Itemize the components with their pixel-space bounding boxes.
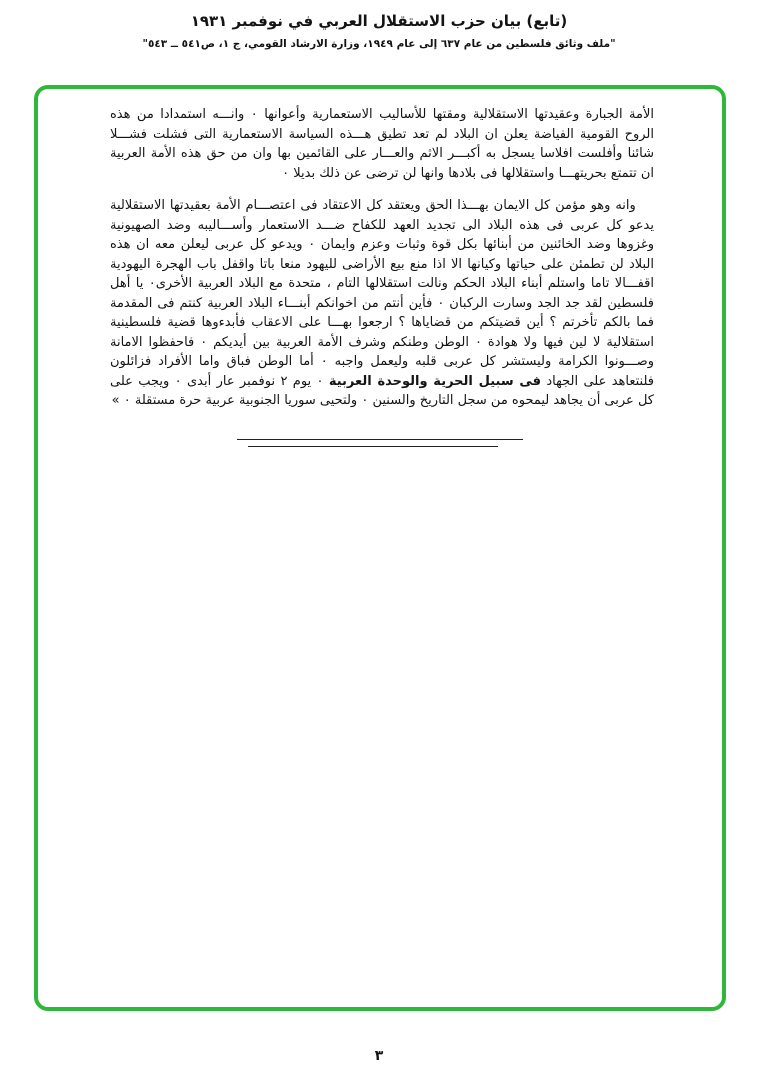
page-number: ٣ bbox=[374, 1048, 384, 1064]
section-divider bbox=[38, 439, 722, 447]
document-paragraph bbox=[110, 105, 654, 183]
document-paragraph bbox=[110, 196, 654, 411]
paragraph-run-bold: فى سبيل الحرية والوحدة العربية bbox=[328, 373, 542, 389]
document-title: (تابع) بيان حزب الاستقلال العربي في نوفمبر ١٩٣١ bbox=[190, 12, 568, 30]
divider-line-bottom bbox=[248, 446, 498, 447]
document-source-line: "ملف وثائق فلسطين من عام ٦٣٧ إلى عام ١٩٤٩، وزارة الارشاد القومي، ج ١، ص٥٤١ ــ ٥٤٣" bbox=[142, 38, 616, 50]
document-border-frame bbox=[34, 85, 726, 1011]
page-footer bbox=[0, 1048, 758, 1064]
paragraph-run: وانه وهو مؤمن كل الايمان بهـــذا الحق ويعتقد كل الاعتقاد فى اعتصـــام الأمة بعقيدتها الاستقلالية يدعو كل عربى فى هذه البلاد الى تجديد العهد للكفاح ضـــد الاستعمار وأســـاليبه وضد الصهيونية وغزوها وضد الخائنين من أبنائها بكل قوة وثبات وعزم وايمان ٠ ويدعو كل عربى ليعلن معه ان هذه البلاد لن تطمئن على حياتها وكيانها الا اذا منع بيع الأراضى لليهود منعا باتا واقفل باب الهجرة اليهودية اقفـــالا تاما واستلم أبناء البلاد الحكم ونالت استقلالها التام ، متحدة مع البلاد العربية الأخرى٠ يا أهل فلسطين لقد جد الجد وسارت الركبان ٠ فأين أنتم من اخوانكم أبنـــاء البلاد العربية كنتم فى المقدمة فما بالكم تأخرتم ؟ أين قضيتكم من قضاياها ؟ ارجعوا بهـــا على الاعقاب فأبدءوها قضية فلسطينية استقلالية لا لين فيها ولا هوادة ٠ الوطن وطنكم وشرف الأمة العربية بين أيديكم ٠ فاحفظوا الامانة وصـــونوا الكرامة وليستشر كل عربى قلبه وليعمل واجبه ٠ أما الوطن فباق واما الأفراد فزائلون فلنتعاهد على الجهاد bbox=[110, 198, 655, 389]
paragraph-run: الأمة الجبارة وعقيدتها الاستقلالية ومقتها للأساليب الاستعمارية وأعوانها ٠ وانـــه استمدادا من هذه الروح القومية الفياضة يعلن ان البلاد لم تعد تطيق هـــذه السياسة الاستعمارية التى فشلت فشـــلا شائنا وأفلست افلاسا يسجل به أكبـــر الاثم والعـــار على القائمين بها وان من حق هذه الأمة العربية ان تتمتع بحريتهـــا واستقلالها فى بلادها وانها لن ترضى عن ذلك بديلا ٠ bbox=[110, 107, 655, 181]
document-body bbox=[38, 89, 722, 411]
paragraph-run: ٠ يوم ٢ نوفمبر عار أبدى ٠ ويجب على كل عربى أن يجاهد ليمحوه من سجل التاريخ والسنين ٠ ولتحيى سوريا الجنوبية عربية حرة مستقلة ٠ » bbox=[110, 373, 654, 408]
document-header bbox=[0, 0, 758, 50]
divider-line-top bbox=[237, 439, 523, 440]
